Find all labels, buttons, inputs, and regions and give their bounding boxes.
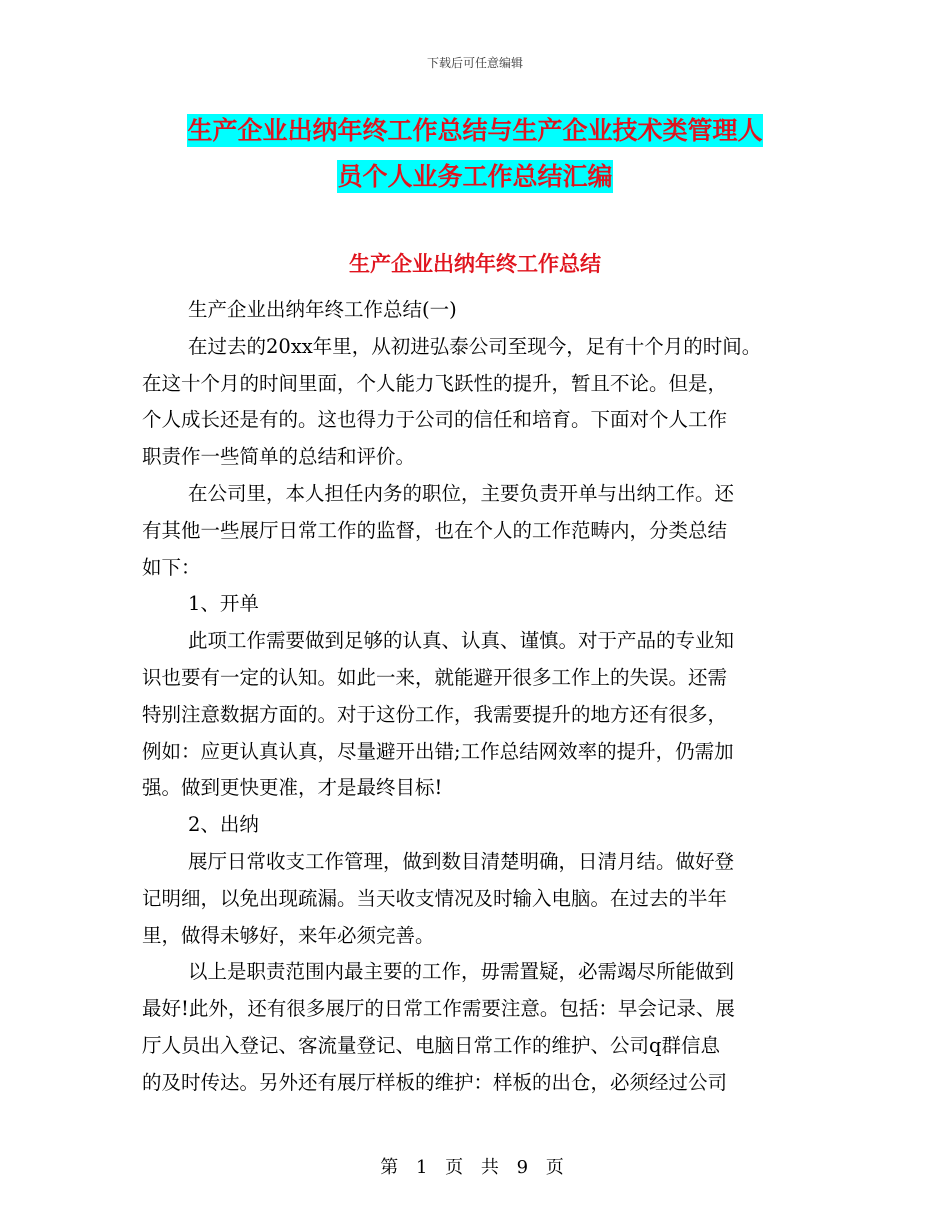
page-footer: 第 1 页 共 9 页 (380, 1157, 570, 1178)
paragraph-line: 例如：应更认真认真，尽量避开出错;工作总结网效率的提升，仍需加 (142, 739, 734, 763)
paragraph-line: 最好!此外，还有很多展厅的日常工作需要注意。包括：早会记录、展 (142, 997, 735, 1021)
paragraph-line: 厅人员出入登记、客流量登记、电脑日常工作的维护、公司q群信息 (142, 1033, 720, 1057)
title-line-2: 员个人业务工作总结汇编 (337, 162, 613, 191)
paragraph-line: 强。做到更快更准，才是最终目标! (142, 776, 443, 800)
section-heading: 生产企业出纳年终工作总结 (349, 252, 601, 276)
body-text (142, 292, 822, 1102)
paragraph-line: 识也要有一定的认知。如此一来，就能避开很多工作上的失误。还需 (142, 665, 728, 689)
paragraph-line: 在公司里，本人担任内务的职位，主要负责开单与出纳工作。还 (188, 481, 735, 505)
list-heading-2: 2、出纳 (188, 813, 259, 837)
paragraph-line: 里，做得未够好，来年必须完善。 (142, 923, 435, 947)
title-line-1: 生产企业出纳年终工作总结与生产企业技术类管理人 (187, 116, 763, 145)
paragraph-line: 记明细，以免出现疏漏。当天收支情况及时输入电脑。在过去的半年 (142, 886, 728, 910)
paragraph-line: 在过去的20xx年里，从初进弘泰公司至现今，足有十个月的时间。 (188, 334, 762, 358)
paragraph-line: 个人成长还是有的。这也得力于公司的信任和培育。下面对个人工作 (142, 408, 728, 432)
paragraph-line: 此项工作需要做到足够的认真、认真、谨慎。对于产品的专业知 (188, 629, 735, 653)
paragraph-line: 职责作一些简单的总结和评价。 (142, 445, 416, 469)
paragraph-line: 有其他一些展厅日常工作的监督，也在个人的工作范畴内，分类总结 (142, 518, 728, 542)
list-heading-1: 1、开单 (188, 592, 259, 616)
document-title (0, 108, 950, 200)
paragraph-line: 如下： (142, 555, 201, 579)
paragraph-line: 的及时传达。另外还有展厅样板的维护：样板的出仓，必须经过公司 (142, 1070, 728, 1094)
paragraph-line: 特别注意数据方面的。对于这份工作，我需要提升的地方还有很多， (142, 702, 728, 726)
paragraph-subtitle: 生产企业出纳年终工作总结(一) (188, 298, 457, 321)
paragraph-line: 在这十个月的时间里面，个人能力飞跃性的提升，暂且不论。但是， (142, 371, 728, 395)
paragraph-line: 以上是职责范围内最主要的工作，毋需置疑，必需竭尽所能做到 (188, 960, 735, 984)
paragraph-line: 展厅日常收支工作管理，做到数目清楚明确，日清月结。做好登 (188, 849, 735, 873)
header-note: 下载后可任意编辑 (426, 56, 523, 70)
